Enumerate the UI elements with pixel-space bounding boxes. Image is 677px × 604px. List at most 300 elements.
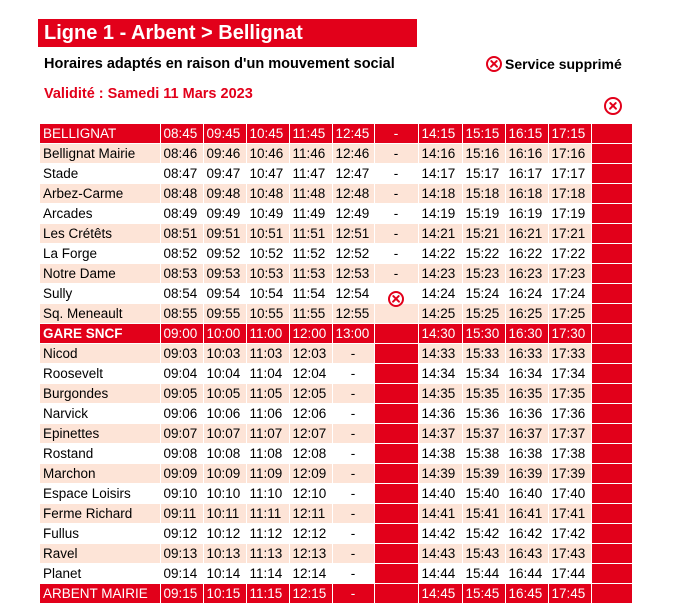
cancelled-cell [591,424,632,444]
time-cell: 12:07 [289,424,332,444]
time-cell: 14:17 [418,164,462,184]
table-row [40,164,632,184]
time-cell: 10:07 [203,424,246,444]
time-cell: 09:05 [160,384,203,404]
time-cell: 10:11 [203,504,246,524]
table-row [40,564,632,584]
table-row [40,344,632,364]
table-row [40,484,632,504]
table-row [40,544,632,564]
time-cell: 10:54 [246,284,289,304]
time-cell: 15:22 [462,244,505,264]
time-cell: 16:16 [505,144,548,164]
time-cell: 11:09 [246,464,289,484]
time-cell: 08:47 [160,164,203,184]
time-cell: 11:54 [289,284,332,304]
time-cell: 15:41 [462,504,505,524]
time-cell [374,464,418,484]
cancelled-cell [591,124,632,144]
time-cell: - [374,164,418,184]
time-cell: 14:25 [418,304,462,324]
time-cell: 15:19 [462,204,505,224]
stop-name: Roosevelt [40,364,160,384]
time-cell: 16:43 [505,544,548,564]
table-row [40,264,632,284]
time-cell: 16:45 [505,584,548,604]
time-cell: 12:13 [289,544,332,564]
time-cell: 14:16 [418,144,462,164]
time-cell: 14:30 [418,324,462,344]
time-cell: 17:16 [548,144,591,164]
time-cell: 11:05 [246,384,289,404]
time-cell [374,424,418,444]
time-cell: 15:34 [462,364,505,384]
time-cell: 08:45 [160,124,203,144]
time-cell: - [332,524,374,544]
time-cell: 15:39 [462,464,505,484]
time-cell: 16:36 [505,404,548,424]
table-row [40,464,632,484]
stop-name: Nicod [40,344,160,364]
stop-name: Arcades [40,204,160,224]
time-cell: 15:35 [462,384,505,404]
time-cell: 11:13 [246,544,289,564]
stop-name: GARE SNCF [40,324,160,344]
time-cell: 10:53 [246,264,289,284]
time-cell: 11:49 [289,204,332,224]
time-cell: 17:41 [548,504,591,524]
time-cell: 16:25 [505,304,548,324]
cancelled-cell [591,184,632,204]
cancelled-cell [591,304,632,324]
time-cell: 14:21 [418,224,462,244]
time-cell: 15:16 [462,144,505,164]
time-cell: 16:34 [505,364,548,384]
time-cell: - [374,264,418,284]
timetable-body [40,124,632,604]
stop-name: Sq. Meneault [40,304,160,324]
table-row [40,444,632,464]
time-cell: - [374,124,418,144]
time-cell: - [332,404,374,424]
cancelled-cell [591,404,632,424]
table-row [40,384,632,404]
time-cell: 09:54 [203,284,246,304]
time-cell [374,484,418,504]
time-cell: 10:47 [246,164,289,184]
time-cell: 11:14 [246,564,289,584]
time-cell: 12:05 [289,384,332,404]
cancelled-cell [591,204,632,224]
time-cell: 09:55 [203,304,246,324]
cancelled-cell [591,444,632,464]
time-cell: 09:13 [160,544,203,564]
stop-name: Stade [40,164,160,184]
time-cell: 09:06 [160,404,203,424]
cancelled-cell [591,344,632,364]
time-cell: 17:35 [548,384,591,404]
time-cell: 16:23 [505,264,548,284]
time-cell: 09:51 [203,224,246,244]
time-cell: 11:53 [289,264,332,284]
time-cell: 09:46 [203,144,246,164]
table-row [40,144,632,164]
time-cell: 15:21 [462,224,505,244]
cancelled-service-icon [604,97,622,115]
time-cell: - [332,504,374,524]
time-cell: 17:44 [548,564,591,584]
stop-name: Arbez-Carme [40,184,160,204]
time-cell: 09:14 [160,564,203,584]
time-cell: 16:30 [505,324,548,344]
stop-name: Bellignat Mairie [40,144,160,164]
legend-label: Service supprimé [505,56,622,72]
time-cell: 15:44 [462,564,505,584]
time-cell: - [374,144,418,164]
cancelled-cell [591,564,632,584]
time-cell: 08:55 [160,304,203,324]
stop-name: Ravel [40,544,160,564]
time-cell: 11:08 [246,444,289,464]
time-cell: 16:22 [505,244,548,264]
time-cell: 17:24 [548,284,591,304]
time-cell: 12:06 [289,404,332,424]
time-cell: 13:00 [332,324,374,344]
time-cell: 10:04 [203,364,246,384]
time-cell: 11:15 [246,584,289,604]
time-cell: 12:09 [289,464,332,484]
time-cell: 12:00 [289,324,332,344]
time-cell: 10:13 [203,544,246,564]
time-cell: 08:52 [160,244,203,264]
stop-name: Rostand [40,444,160,464]
time-cell: 10:46 [246,144,289,164]
table-row [40,424,632,444]
table-row [40,364,632,384]
time-cell: 17:17 [548,164,591,184]
time-cell: 12:10 [289,484,332,504]
time-cell: 10:49 [246,204,289,224]
cancelled-cell [591,464,632,484]
time-cell: 09:15 [160,584,203,604]
time-cell: 14:33 [418,344,462,364]
stop-name: Ferme Richard [40,504,160,524]
time-cell: 11:48 [289,184,332,204]
time-cell: 10:45 [246,124,289,144]
time-cell: 17:40 [548,484,591,504]
time-cell: 11:55 [289,304,332,324]
table-row [40,204,632,224]
time-cell: 09:08 [160,444,203,464]
table-row [40,524,632,544]
time-cell: 11:03 [246,344,289,364]
time-cell: - [332,424,374,444]
stop-name: BELLIGNAT [40,124,160,144]
time-cell: 11:51 [289,224,332,244]
cancelled-service-icon [388,291,404,307]
time-cell: 17:36 [548,404,591,424]
time-cell: 15:36 [462,404,505,424]
time-cell: 09:07 [160,424,203,444]
validity-date: Validité : Samedi 11 Mars 2023 [44,86,253,102]
time-cell: 15:40 [462,484,505,504]
time-cell: 12:14 [289,564,332,584]
time-cell: 10:15 [203,584,246,604]
time-cell: 15:43 [462,544,505,564]
stop-name: Notre Dame [40,264,160,284]
time-cell: 11:52 [289,244,332,264]
time-cell: - [332,584,374,604]
time-cell: 09:53 [203,264,246,284]
time-cell: - [332,344,374,364]
time-cell: 12:52 [332,244,374,264]
time-cell: 12:46 [332,144,374,164]
stop-name: Sully [40,284,160,304]
time-cell: 10:48 [246,184,289,204]
time-cell: 10:55 [246,304,289,324]
time-cell: 11:46 [289,144,332,164]
time-cell: 17:43 [548,544,591,564]
time-cell: 11:11 [246,504,289,524]
time-cell: 15:33 [462,344,505,364]
time-cell: 11:45 [289,124,332,144]
time-cell: 12:45 [332,124,374,144]
time-cell: 15:38 [462,444,505,464]
time-cell: 16:33 [505,344,548,364]
time-cell: 16:41 [505,504,548,524]
time-cell: - [374,244,418,264]
time-cell: 12:53 [332,264,374,284]
time-cell: 14:41 [418,504,462,524]
time-cell: 14:38 [418,444,462,464]
time-cell: 12:08 [289,444,332,464]
time-cell: 09:52 [203,244,246,264]
stop-name: Les Crétêts [40,224,160,244]
time-cell: 17:30 [548,324,591,344]
time-cell: 17:34 [548,364,591,384]
time-cell: 08:46 [160,144,203,164]
table-row [40,224,632,244]
time-cell: 09:09 [160,464,203,484]
stop-name: Planet [40,564,160,584]
time-cell: 09:00 [160,324,203,344]
stop-name: Burgondes [40,384,160,404]
time-cell: 08:54 [160,284,203,304]
time-cell: 09:11 [160,504,203,524]
time-cell: 17:21 [548,224,591,244]
time-cell: 15:23 [462,264,505,284]
time-cell: 10:00 [203,324,246,344]
cancelled-cell [591,244,632,264]
time-cell: 16:40 [505,484,548,504]
time-cell: 09:03 [160,344,203,364]
time-cell: 10:10 [203,484,246,504]
time-cell: 11:06 [246,404,289,424]
time-cell [374,384,418,404]
time-cell: 17:38 [548,444,591,464]
time-cell: - [332,364,374,384]
stop-name: ARBENT MAIRIE [40,584,160,604]
time-cell: 08:51 [160,224,203,244]
cancelled-service-icon [486,56,502,72]
time-cell: 10:09 [203,464,246,484]
time-cell: 17:37 [548,424,591,444]
time-cell: - [332,444,374,464]
time-cell: 10:14 [203,564,246,584]
time-cell [374,344,418,364]
time-cell: 08:48 [160,184,203,204]
cancelled-cell [591,364,632,384]
time-cell: 08:53 [160,264,203,284]
time-cell: 17:45 [548,584,591,604]
time-cell: 16:37 [505,424,548,444]
time-cell: 09:45 [203,124,246,144]
time-cell: 09:48 [203,184,246,204]
time-cell: 15:30 [462,324,505,344]
time-cell: 14:43 [418,544,462,564]
time-cell: 12:48 [332,184,374,204]
time-cell [374,324,418,344]
time-cell: 14:34 [418,364,462,384]
time-cell: - [332,564,374,584]
time-cell: 12:55 [332,304,374,324]
stop-name: Marchon [40,464,160,484]
time-cell: 16:19 [505,204,548,224]
cancelled-cell [591,324,632,344]
time-cell: 16:44 [505,564,548,584]
table-row [40,124,632,144]
table-row [40,504,632,524]
time-cell: 17:15 [548,124,591,144]
time-cell [374,544,418,564]
time-cell: 16:39 [505,464,548,484]
time-cell: 11:12 [246,524,289,544]
time-cell: 14:45 [418,584,462,604]
time-cell: 12:04 [289,364,332,384]
time-cell [374,524,418,544]
time-cell: - [332,464,374,484]
time-cell: 10:08 [203,444,246,464]
time-cell: 09:04 [160,364,203,384]
table-row [40,284,632,304]
time-cell: 14:37 [418,424,462,444]
time-cell: 12:54 [332,284,374,304]
time-cell: - [374,204,418,224]
table-row [40,244,632,264]
time-cell: 10:05 [203,384,246,404]
time-cell: 17:33 [548,344,591,364]
time-cell: 17:18 [548,184,591,204]
time-cell: 15:15 [462,124,505,144]
time-cell: 11:00 [246,324,289,344]
time-cell: 15:17 [462,164,505,184]
cancelled-cell [591,224,632,244]
time-cell: 14:35 [418,384,462,404]
time-cell [374,364,418,384]
cancelled-cell [591,544,632,564]
time-cell: - [374,184,418,204]
table-row [40,304,632,324]
time-cell: - [332,544,374,564]
time-cell: 12:51 [332,224,374,244]
stop-name: Epinettes [40,424,160,444]
time-cell: 14:15 [418,124,462,144]
time-cell: 08:49 [160,204,203,224]
time-cell: 16:21 [505,224,548,244]
time-cell [374,404,418,424]
time-cell: 16:38 [505,444,548,464]
time-cell: 14:23 [418,264,462,284]
time-cell: 12:47 [332,164,374,184]
time-cell: 12:49 [332,204,374,224]
time-cell: 12:12 [289,524,332,544]
stop-name: Espace Loisirs [40,484,160,504]
time-cell: 17:19 [548,204,591,224]
time-cell [374,444,418,464]
time-cell: 11:07 [246,424,289,444]
time-cell: 17:25 [548,304,591,324]
time-cell: 09:47 [203,164,246,184]
time-cell: 10:52 [246,244,289,264]
time-cell: 14:40 [418,484,462,504]
time-cell: - [332,384,374,404]
time-cell: 11:10 [246,484,289,504]
table-row [40,404,632,424]
time-cell: 14:36 [418,404,462,424]
cancelled-cell [591,144,632,164]
time-cell: 14:18 [418,184,462,204]
time-cell: 16:42 [505,524,548,544]
timetable [40,124,633,604]
table-row [40,324,632,344]
time-cell: 17:22 [548,244,591,264]
cancelled-cell [591,284,632,304]
time-cell: 10:51 [246,224,289,244]
time-cell: 14:19 [418,204,462,224]
time-cell: 14:39 [418,464,462,484]
time-cell: 16:17 [505,164,548,184]
time-cell: 09:12 [160,524,203,544]
subtitle: Horaires adaptés en raison d'un mouvement social [44,56,395,72]
time-cell: 16:35 [505,384,548,404]
cancelled-cell [591,524,632,544]
time-cell: 10:03 [203,344,246,364]
time-cell: 12:11 [289,504,332,524]
time-cell: 15:25 [462,304,505,324]
time-cell: 09:49 [203,204,246,224]
page-title: Ligne 1 - Arbent > Bellignat [38,19,417,47]
time-cell [374,564,418,584]
time-cell: 10:12 [203,524,246,544]
cancelled-cell [591,384,632,404]
stop-name: Narvick [40,404,160,424]
time-cell: 15:37 [462,424,505,444]
cancelled-cell [591,264,632,284]
table-row [40,184,632,204]
time-cell: - [374,224,418,244]
time-cell: 16:18 [505,184,548,204]
time-cell: 09:10 [160,484,203,504]
time-cell: 11:04 [246,364,289,384]
time-cell: 11:47 [289,164,332,184]
time-cell: - [332,484,374,504]
time-cell: 14:24 [418,284,462,304]
time-cell: 14:42 [418,524,462,544]
time-cell: 15:42 [462,524,505,544]
legend [486,56,622,72]
time-cell: 12:03 [289,344,332,364]
cancelled-cell [591,484,632,504]
